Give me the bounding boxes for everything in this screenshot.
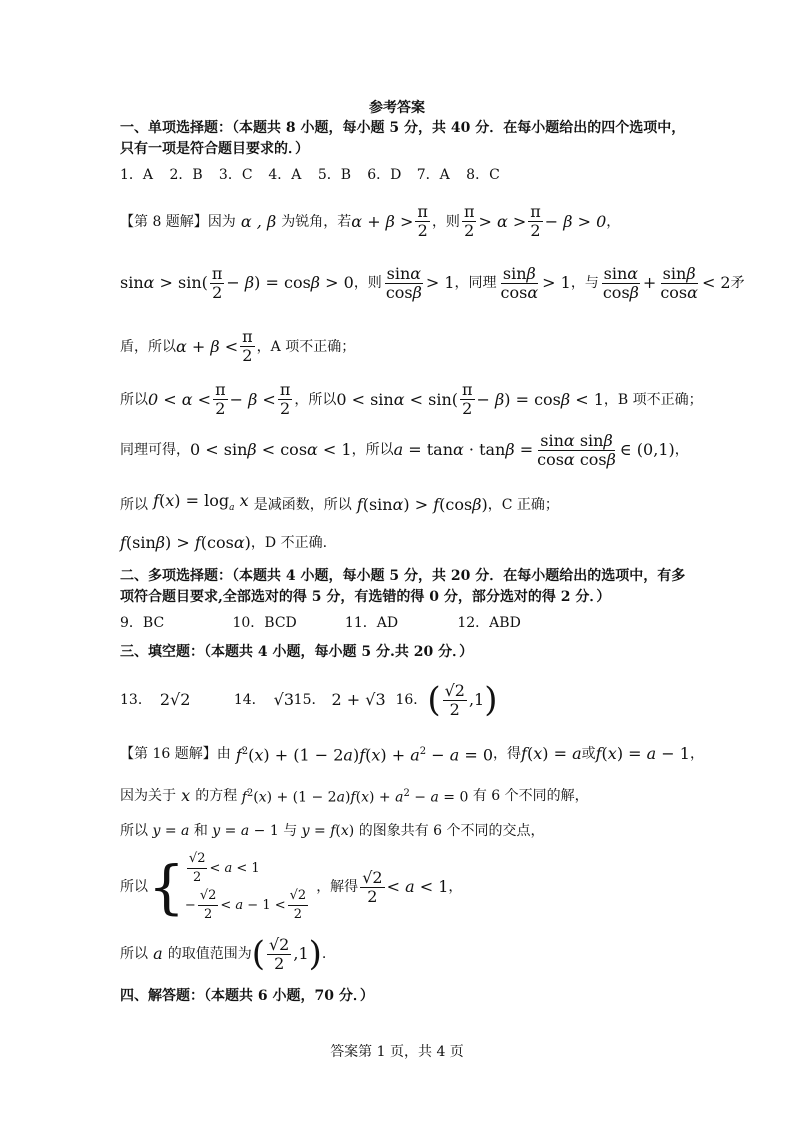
q16-text: 所以 bbox=[120, 946, 148, 962]
answer-13-value: 2√2 bbox=[159, 690, 191, 709]
math-expr: $f^2(x) + (1 - 2a)f(x) + a^2 - a = 0$ bbox=[235, 745, 494, 765]
q8-line3 bbox=[120, 328, 355, 365]
q16-line3 bbox=[120, 819, 545, 843]
math-expr: − β) = cosβ < 1 bbox=[476, 389, 604, 409]
math-expr: sinα > sin( bbox=[120, 273, 208, 292]
section1-answers bbox=[120, 165, 511, 185]
answer-2: 2．B bbox=[169, 167, 203, 183]
math-expr: < 2 bbox=[701, 273, 731, 292]
answer-11: 11．AD bbox=[344, 615, 399, 631]
math-expr: a bbox=[148, 944, 168, 963]
math-fraction: $\frac{\pi}{2}$ bbox=[463, 202, 475, 240]
math-expr: ,1 bbox=[293, 944, 309, 963]
math-fraction: $\frac{\sin\beta}{\cos\alpha}$ bbox=[660, 263, 698, 302]
q8-text: ，则 bbox=[353, 275, 382, 291]
math-fraction: $\frac{\sin\alpha}{\cos\beta}$ bbox=[385, 263, 422, 302]
math-expr: α , β bbox=[235, 211, 282, 231]
answer-16-label: 16． bbox=[395, 692, 428, 708]
q8-text: ， bbox=[674, 442, 689, 458]
math-expr: < a < 1 bbox=[386, 877, 449, 896]
q8-text: 盾，所以 bbox=[120, 338, 176, 355]
math-expr: 0 < α < bbox=[148, 389, 212, 409]
answer-5: 5．B bbox=[317, 167, 352, 183]
section1-heading-line1: 一、单项选择题：（本题共 8 小题，每小题 5 分，共 40 分．在每小题给出的四个选项中， bbox=[120, 120, 686, 136]
q16-line2 bbox=[120, 782, 589, 810]
answer-10: 10．BCD bbox=[232, 615, 297, 631]
q8-text: ，D 不正确. bbox=[250, 535, 328, 551]
math-fraction: $\frac{\pi}{2}$ bbox=[215, 380, 226, 418]
section4-heading: 四、解答题：（本题共 6 小题，70 分．） bbox=[120, 988, 374, 1004]
q8-text: ， bbox=[606, 213, 621, 230]
math-fraction: $\frac{\pi}{2}$ bbox=[530, 202, 541, 240]
q8-line1 bbox=[120, 203, 620, 240]
answer-7: 7．A bbox=[416, 167, 450, 183]
math-expr: y = a bbox=[152, 823, 190, 839]
q8-text: 同理可得， bbox=[120, 442, 190, 458]
q16-text: 因为关于 bbox=[120, 787, 176, 804]
answer-4: 4．A bbox=[268, 167, 302, 183]
q8-line5 bbox=[120, 430, 689, 470]
math-expr: ∈ (0,1) bbox=[619, 440, 675, 459]
q8-text: ，则 bbox=[431, 213, 460, 230]
section1-heading-line2: 只有一项是符合题目要求的．） bbox=[120, 141, 309, 157]
math-expr: $f^2(x) + (1 - 2a)f(x) + a^2 - a = 0$ bbox=[241, 788, 473, 806]
q16-label: 【第 16 题解】 bbox=[120, 745, 217, 762]
math-expr: 0 < sinα < sin( bbox=[336, 389, 458, 409]
math-expr: − β < bbox=[229, 389, 276, 409]
q8-text: ，所以 bbox=[294, 391, 337, 408]
q16-text: 有 6 个不同的解， bbox=[472, 787, 589, 804]
math-expr: a = tanα · tanβ = bbox=[393, 440, 534, 459]
q16-line1 bbox=[120, 740, 704, 767]
q8-text: 因为 bbox=[207, 213, 236, 230]
q16-text: 或 bbox=[581, 745, 596, 762]
math-fraction: $\frac{√2}{2}$ bbox=[444, 680, 465, 719]
math-expr: > α > bbox=[478, 211, 527, 231]
q8-text: ，与 bbox=[570, 275, 599, 291]
q16-text: . bbox=[321, 946, 327, 962]
math-expr: f(x) = a − 1 bbox=[595, 743, 690, 763]
q16-text: ， bbox=[689, 745, 704, 762]
section3-heading: 三、填空题：（本题共 4 小题，每小题 5 分.共 20 分．） bbox=[120, 644, 474, 660]
math-fraction: $\frac{\pi}{2}$ bbox=[417, 202, 428, 240]
q8-line4 bbox=[120, 381, 703, 418]
math-expr: > 1 bbox=[542, 273, 571, 292]
math-expr: α + β > bbox=[351, 211, 414, 231]
answer-14-value: √3 bbox=[273, 690, 295, 709]
section2-heading-line2: 项符合题目要求,全部选对的得 5 分，有选错的得 0 分，部分选对的得 2 分．） bbox=[120, 589, 611, 605]
q16-text: 的取值范围为 bbox=[167, 946, 252, 962]
q8-text: 为锐角，若 bbox=[281, 213, 352, 230]
math-fraction: $\frac{\pi}{2}$ bbox=[242, 327, 253, 365]
section3-answers bbox=[120, 680, 497, 720]
math-fraction: $\frac{\sin\alpha}{\cos\beta}$ bbox=[602, 263, 639, 302]
math-expr: α + β < bbox=[176, 336, 239, 356]
q16-text: ，解得 bbox=[316, 879, 359, 895]
math-expr: + bbox=[642, 273, 657, 292]
math-brace: { bbox=[148, 853, 185, 921]
q8-line2 bbox=[120, 263, 745, 303]
q16-text: 的方程 bbox=[195, 787, 238, 804]
page-title: 参考答案 bbox=[369, 100, 425, 116]
q8-text: ，A 项不正确； bbox=[256, 338, 356, 355]
q16-text: 由 bbox=[216, 745, 231, 762]
answer-12: 12．ABD bbox=[457, 615, 521, 631]
q16-text: 所以 bbox=[120, 823, 148, 839]
math-fraction: $\frac{√2}{2}$ bbox=[268, 934, 290, 973]
answer-3: 3．C bbox=[218, 167, 253, 183]
q8-text: ，同理 bbox=[454, 275, 497, 291]
q8-line7 bbox=[120, 531, 327, 555]
math-system: $\frac{√2}{2}$ < a < 1 − $\frac{√2}{2}$ < a − 1 < $\frac{√2}{2}$ bbox=[184, 851, 307, 922]
math-expr: ) bbox=[484, 680, 498, 720]
q8-text: ，所以 bbox=[351, 442, 394, 458]
page-footer: 答案第 1 页，共 4 页 bbox=[330, 1044, 464, 1060]
q16-text: ，得 bbox=[493, 745, 522, 762]
q8-label: 【第 8 题解】 bbox=[120, 213, 208, 230]
math-expr: − β > 0 bbox=[544, 211, 607, 231]
math-expr: f(sinβ) > f(cosα) bbox=[120, 533, 251, 552]
q16-text: 所以 bbox=[120, 879, 148, 895]
q8-text: ，B 项不正确； bbox=[603, 391, 703, 408]
math-expr: y = f(x) bbox=[301, 823, 359, 839]
math-expr: > 1 bbox=[425, 273, 455, 292]
q8-line6 bbox=[120, 489, 559, 520]
math-fraction: $\frac{\pi}{2}$ bbox=[211, 263, 223, 302]
q8-text: ，C 正确； bbox=[487, 496, 559, 513]
math-fraction: $\frac{\sin\beta}{\cos\alpha}$ bbox=[500, 263, 539, 302]
q8-text: 所以 bbox=[120, 391, 148, 408]
q16-text: 和 bbox=[193, 823, 208, 839]
section2-answers bbox=[120, 613, 521, 633]
answer-15-label: 15． bbox=[293, 692, 326, 708]
math-expr: x bbox=[176, 785, 196, 805]
q16-line5 bbox=[120, 934, 326, 974]
answer-15-value: 2 + √3 bbox=[331, 690, 386, 709]
answer-6: 6．D bbox=[367, 167, 402, 183]
section2-heading-line1: 二、多项选择题：（本题共 4 小题，每小题 5 分，共 20 分．在每小题给出的选项中，有多 bbox=[120, 568, 686, 584]
answer-8: 8．C bbox=[466, 167, 500, 183]
q8-text: 所以 bbox=[120, 496, 148, 513]
math-expr: $f(x) = \log_a x$ bbox=[153, 491, 249, 514]
math-fraction: $\frac{\pi}{2}$ bbox=[279, 380, 291, 418]
math-expr: ,1 bbox=[468, 690, 485, 709]
math-expr: ( bbox=[427, 680, 441, 720]
q16-text: 的图象共有 6 个不同的交点， bbox=[358, 823, 545, 839]
math-expr: 0 < sinβ < cosα < 1 bbox=[190, 440, 352, 459]
math-fraction: $\frac{\pi}{2}$ bbox=[461, 380, 473, 418]
math-fraction: $\frac{\text{sinα sinβ}}{\text{cosα cosβ}}$ bbox=[537, 430, 616, 469]
answer-14-label: 14． bbox=[233, 692, 266, 708]
q16-text: ， bbox=[448, 879, 463, 895]
math-expr: − β) = cosβ > 0 bbox=[226, 273, 354, 292]
math-expr: f(sinα) > f(cosβ) bbox=[356, 494, 488, 514]
answer-13-label: 13． bbox=[120, 692, 152, 708]
math-expr: ( bbox=[251, 934, 265, 974]
q8-text: 矛 bbox=[730, 275, 745, 291]
q16-line4 bbox=[120, 847, 462, 927]
q16-text: 与 bbox=[283, 823, 298, 839]
answer-1: 1．A bbox=[120, 167, 154, 183]
math-expr: y = a − 1 bbox=[212, 823, 284, 839]
math-fraction: $\frac{√2}{2}$ bbox=[362, 867, 383, 906]
math-expr: ) bbox=[308, 934, 322, 974]
math-expr: f(x) = a bbox=[521, 743, 582, 763]
answer-9: 9．BC bbox=[120, 615, 165, 631]
q8-text: 是减函数，所以 bbox=[253, 496, 352, 513]
